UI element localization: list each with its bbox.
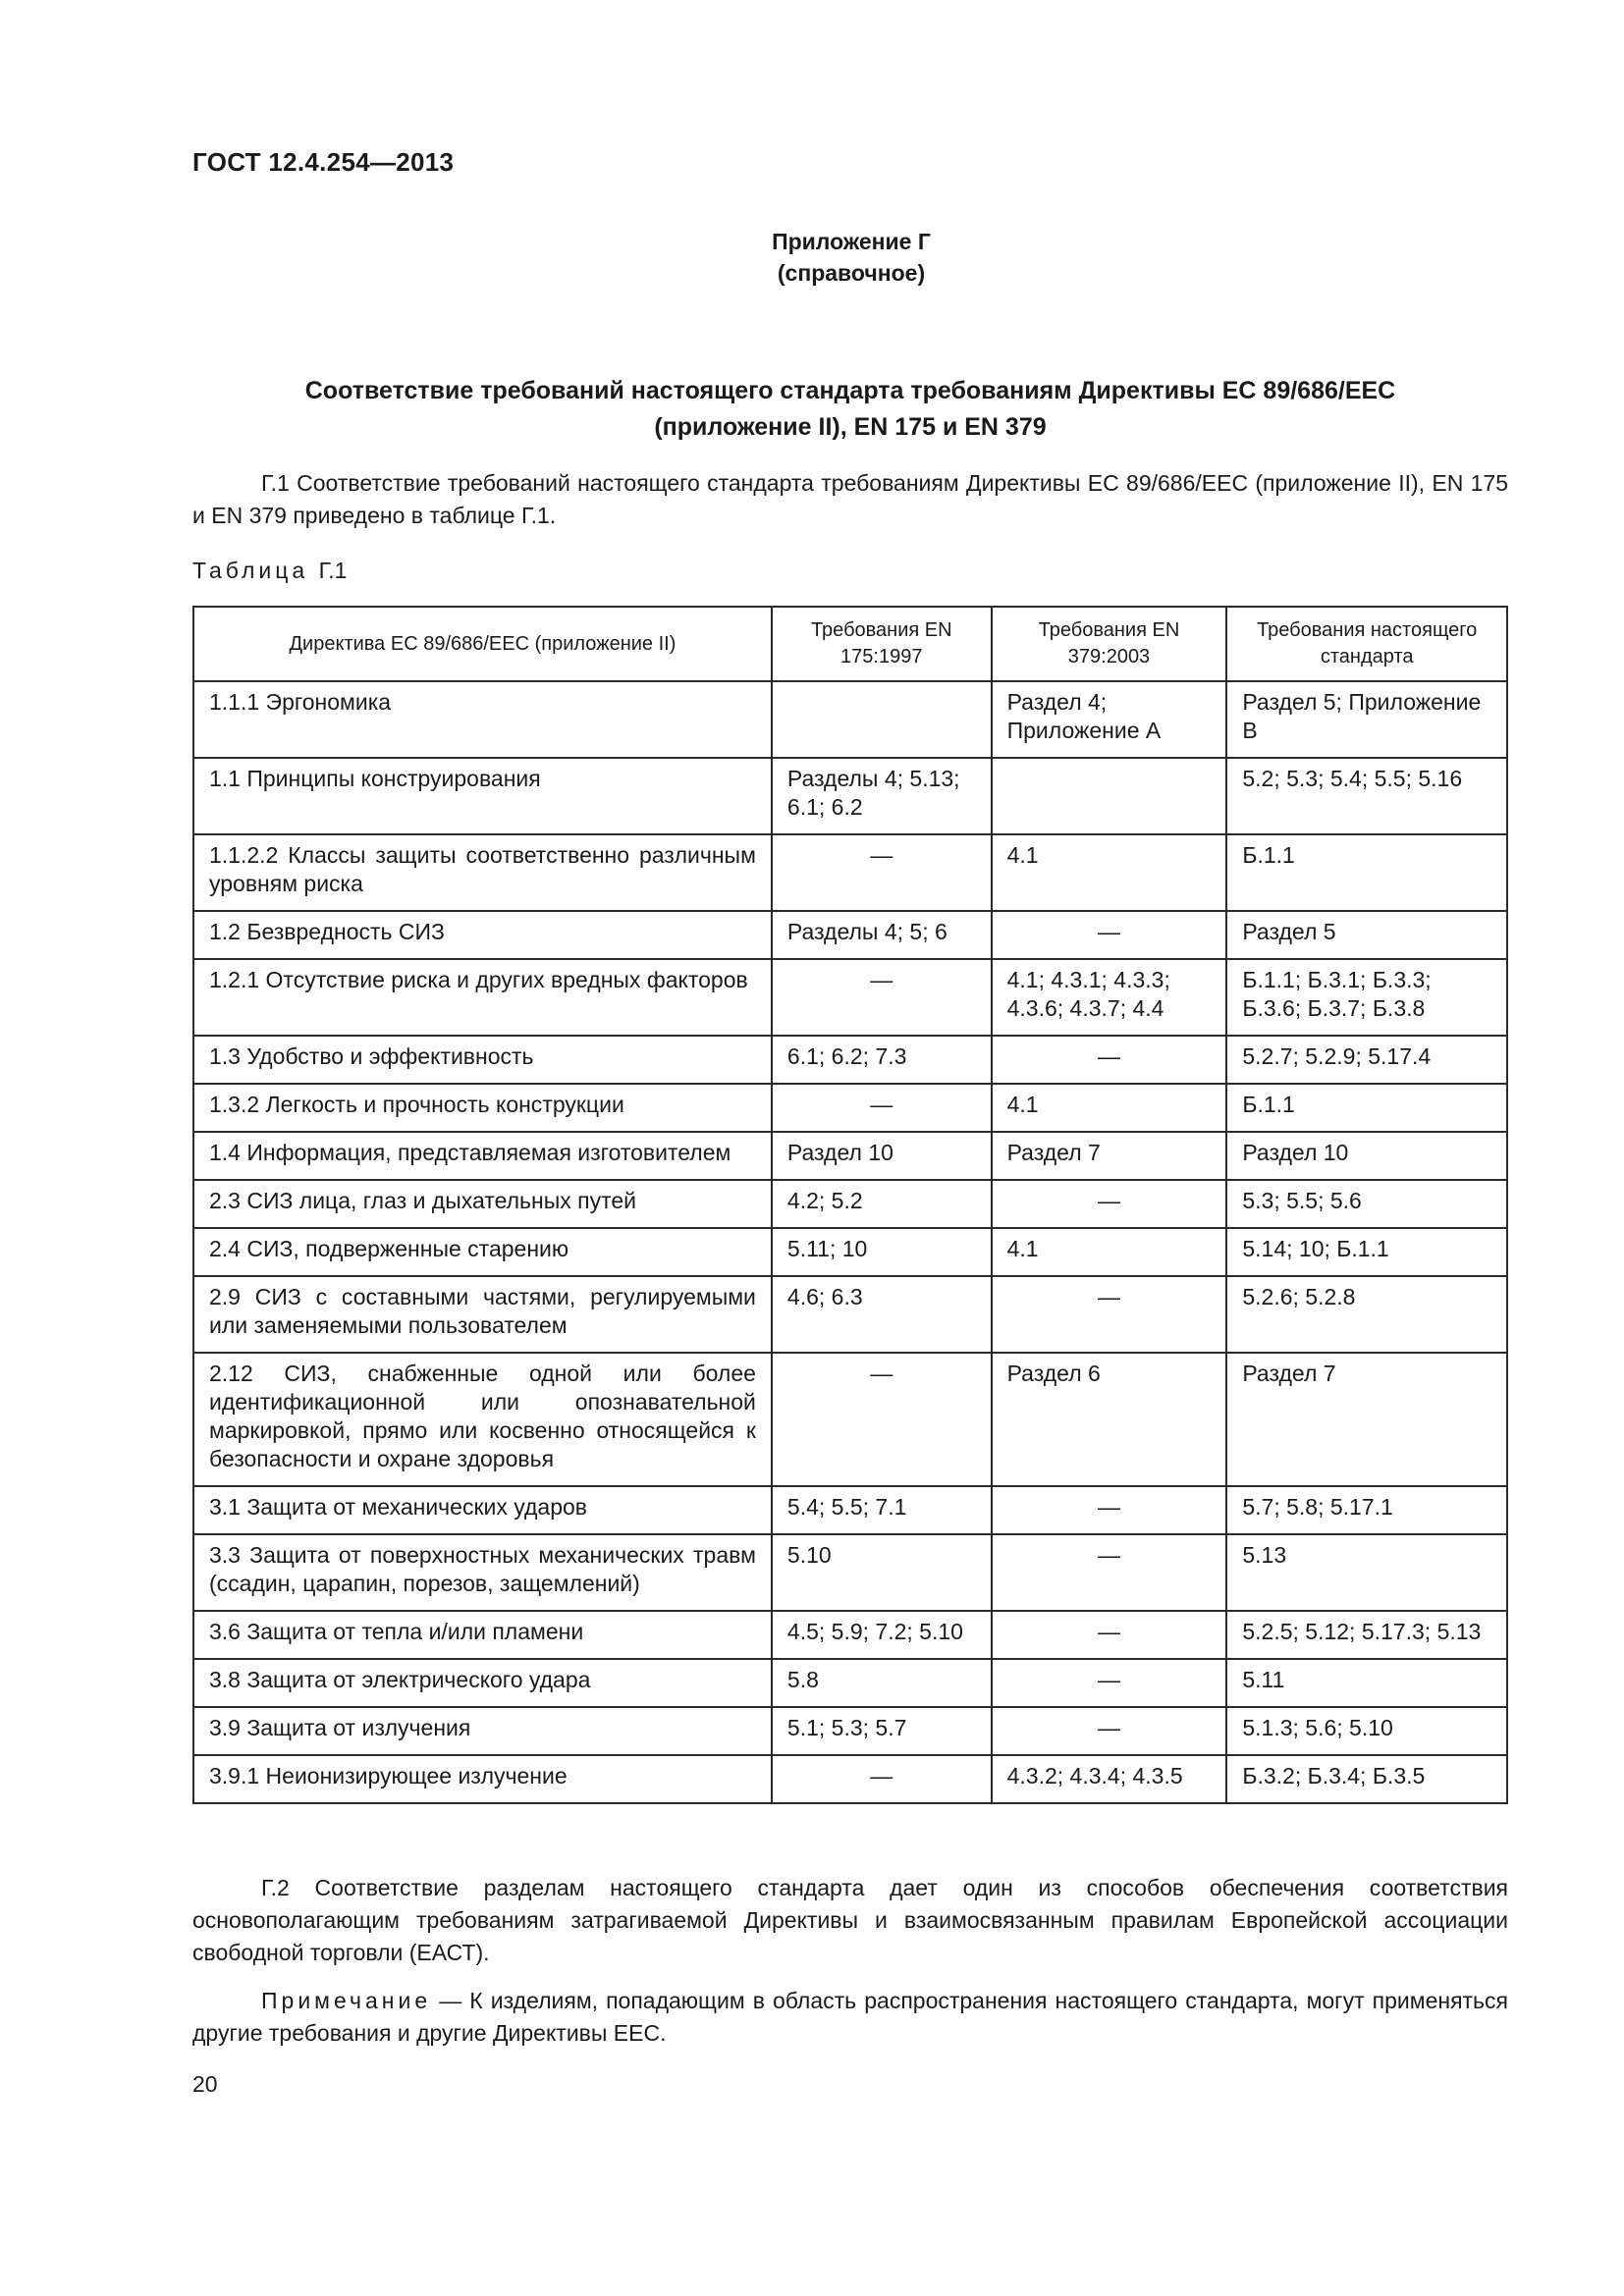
cell-standard: 5.14; 10; Б.1.1: [1226, 1228, 1507, 1276]
cell-directive: 3.6 Защита от тепла и/или пламени: [193, 1611, 772, 1659]
cell-en175: Разделы 4; 5.13; 6.1; 6.2: [772, 758, 992, 834]
cell-en379: —: [992, 1707, 1227, 1755]
cell-en379: —: [992, 1534, 1227, 1611]
cell-en379: Раздел 7: [992, 1132, 1227, 1180]
section-title-line-1: Соответствие требований настоящего стандарта требованиям Директивы ЕС 89/686/ЕЕС: [304, 377, 1396, 404]
page-number: 20: [192, 2071, 218, 2097]
cell-directive: 3.9.1 Неионизирующее излучение: [193, 1755, 772, 1803]
header-standard: Требования настоящего стандарта: [1226, 607, 1507, 681]
header-en379: Требования EN 379:2003: [992, 607, 1227, 681]
cell-standard: 5.13: [1226, 1534, 1507, 1611]
cell-en379: —: [992, 1036, 1227, 1084]
cell-directive: 1.2 Безвредность СИЗ: [193, 911, 772, 959]
cell-en175: Разделы 4; 5; 6: [772, 911, 992, 959]
table-row: [193, 1659, 1507, 1707]
paragraph-g1: Г.1 Соответствие требований настоящего стандарта требованиям Директивы ЕС 89/686/ЕЕС (приложение II), EN 175 и EN 379 приведено в таблице Г.1.: [192, 470, 1508, 528]
table-row: [193, 1180, 1507, 1228]
cell-en175: 4.2; 5.2: [772, 1180, 992, 1228]
cell-en379: 4.1: [992, 1084, 1227, 1132]
header-directive: Директива ЕС 89/686/ЕЕС (приложение II): [193, 607, 772, 681]
cell-en175: 5.4; 5.5; 7.1: [772, 1486, 992, 1534]
cell-en175: 4.5; 5.9; 7.2; 5.10: [772, 1611, 992, 1659]
cell-en175: 5.11; 10: [772, 1228, 992, 1276]
cell-standard: Б.3.2; Б.3.4; Б.3.5: [1226, 1755, 1507, 1803]
cell-directive: 3.8 Защита от электрического удара: [193, 1659, 772, 1707]
cell-en175: 4.6; 6.3: [772, 1276, 992, 1353]
table-row: [193, 758, 1507, 834]
table-row: [193, 1276, 1507, 1353]
cell-en175: —: [772, 1084, 992, 1132]
table-row: [193, 834, 1507, 911]
cell-standard: Раздел 7: [1226, 1353, 1507, 1486]
table-caption: [192, 558, 347, 584]
appendix-title: Приложение Г: [772, 229, 931, 254]
cell-standard: 5.2.5; 5.12; 5.17.3; 5.13: [1226, 1611, 1507, 1659]
cell-en175: —: [772, 1755, 992, 1803]
cell-en175: [772, 681, 992, 758]
cell-en379: 4.1: [992, 834, 1227, 911]
cell-directive: 3.3 Защита от поверхностных механических травм (ссадин, царапин, порезов, защемлений): [193, 1534, 772, 1611]
cell-directive: 3.9 Защита от излучения: [193, 1707, 772, 1755]
cell-en379: 4.3.2; 4.3.4; 4.3.5: [992, 1755, 1227, 1803]
cell-standard: Б.1.1: [1226, 834, 1507, 911]
table-row: [193, 911, 1507, 959]
cell-en379: —: [992, 911, 1227, 959]
appendix-heading: [0, 226, 1624, 289]
cell-directive: 2.12 СИЗ, снабженные одной или более идентификационной или опознавательной маркировкой, прямо или косвенно относящейся к безопасности и охране здоровья: [193, 1353, 772, 1486]
cell-en379: [992, 758, 1227, 834]
cell-en379: 4.1; 4.3.1; 4.3.3; 4.3.6; 4.3.7; 4.4: [992, 959, 1227, 1036]
header-en175: Требования EN 175:1997: [772, 607, 992, 681]
cell-standard: 5.7; 5.8; 5.17.1: [1226, 1486, 1507, 1534]
correspondence-table: [192, 606, 1508, 1804]
cell-standard: Раздел 5: [1226, 911, 1507, 959]
cell-directive: 1.4 Информация, представляемая изготовителем: [193, 1132, 772, 1180]
table-row: [193, 1534, 1507, 1611]
cell-standard: 5.2; 5.3; 5.4; 5.5; 5.16: [1226, 758, 1507, 834]
cell-en175: 5.10: [772, 1534, 992, 1611]
table-header-row: [193, 607, 1507, 681]
cell-directive: 2.3 СИЗ лица, глаз и дыхательных путей: [193, 1180, 772, 1228]
cell-standard: 5.2.7; 5.2.9; 5.17.4: [1226, 1036, 1507, 1084]
cell-standard: Раздел 5; Приложение В: [1226, 681, 1507, 758]
table-row: [193, 1353, 1507, 1486]
cell-directive: 1.3 Удобство и эффективность: [193, 1036, 772, 1084]
cell-standard: 5.1.3; 5.6; 5.10: [1226, 1707, 1507, 1755]
table-row: [193, 1084, 1507, 1132]
cell-en175: Раздел 10: [772, 1132, 992, 1180]
cell-en175: 6.1; 6.2; 7.3: [772, 1036, 992, 1084]
cell-en175: —: [772, 959, 992, 1036]
cell-en379: —: [992, 1659, 1227, 1707]
table-row: [193, 1707, 1507, 1755]
table-row: [193, 1132, 1507, 1180]
cell-directive: 2.4 СИЗ, подверженные старению: [193, 1228, 772, 1276]
table-row: [193, 1611, 1507, 1659]
cell-directive: 1.2.1 Отсутствие риска и других вредных факторов: [193, 959, 772, 1036]
table-body: [193, 681, 1507, 1803]
cell-directive: 2.9 СИЗ с составными частями, регулируемыми или заменяемыми пользователем: [193, 1276, 772, 1353]
cell-directive: 1.3.2 Легкость и прочность конструкции: [193, 1084, 772, 1132]
table-row: [193, 1036, 1507, 1084]
section-title: [192, 373, 1508, 446]
cell-en379: Раздел 6: [992, 1353, 1227, 1486]
note-label: Примечание: [261, 1988, 432, 2013]
cell-standard: Раздел 10: [1226, 1132, 1507, 1180]
cell-en175: 5.1; 5.3; 5.7: [772, 1707, 992, 1755]
cell-en175: 5.8: [772, 1659, 992, 1707]
cell-en379: —: [992, 1611, 1227, 1659]
table-row: [193, 1755, 1507, 1803]
table-caption-label: Таблица: [192, 558, 309, 583]
document-code: ГОСТ 12.4.254—2013: [192, 147, 455, 177]
note: [192, 1985, 1508, 2050]
cell-en379: —: [992, 1486, 1227, 1534]
cell-directive: 1.1.2.2 Классы защиты соответственно различным уровням риска: [193, 834, 772, 911]
cell-standard: 5.3; 5.5; 5.6: [1226, 1180, 1507, 1228]
cell-directive: 1.1.1 Эргономика: [193, 681, 772, 758]
table-row: [193, 1228, 1507, 1276]
appendix-type: (справочное): [777, 260, 926, 286]
cell-directive: 1.1 Принципы конструирования: [193, 758, 772, 834]
table-caption-number: Г.1: [318, 558, 348, 583]
paragraph-g2: Г.2 Соответствие разделам настоящего стандарта дает один из способов обеспечения соответствия основополагающим требованиям затрагиваемой Директивы и взаимосвязанным правилам Европейской ассоциации свободной торговли (ЕАСТ).: [192, 1875, 1508, 1965]
table-row: [193, 681, 1507, 758]
note-text: — К изделиям, попадающим в область распространения настоящего стандарта, могут применяться другие требования и другие Директивы ЕЕС.: [192, 1988, 1508, 2046]
cell-standard: 5.2.6; 5.2.8: [1226, 1276, 1507, 1353]
cell-en379: 4.1: [992, 1228, 1227, 1276]
section-title-line-2: (приложение II), EN 175 и EN 379: [654, 413, 1047, 441]
cell-standard: Б.1.1; Б.3.1; Б.3.3; Б.3.6; Б.3.7; Б.3.8: [1226, 959, 1507, 1036]
cell-en175: —: [772, 834, 992, 911]
cell-standard: 5.11: [1226, 1659, 1507, 1707]
table-row: [193, 1486, 1507, 1534]
cell-en175: —: [772, 1353, 992, 1486]
cell-en379: —: [992, 1180, 1227, 1228]
cell-en379: —: [992, 1276, 1227, 1353]
table-row: [193, 959, 1507, 1036]
cell-directive: 3.1 Защита от механических ударов: [193, 1486, 772, 1534]
cell-en379: Раздел 4; Приложение А: [992, 681, 1227, 758]
cell-standard: Б.1.1: [1226, 1084, 1507, 1132]
